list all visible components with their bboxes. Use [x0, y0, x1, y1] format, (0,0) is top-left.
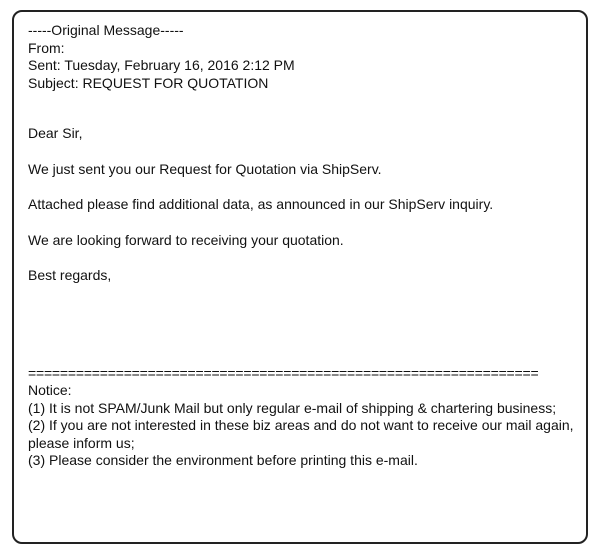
email-header: [28, 22, 580, 92]
email-message-panel: [12, 10, 588, 544]
notice-item: (1) It is not SPAM/Junk Mail but only regular e-mail of shipping & chartering business;: [28, 399, 557, 416]
notice-item: (2) If you are not interested in these biz areas and do not want to receive our mail again, please inform us;: [28, 417, 574, 451]
notice-item: (3) Please consider the environment before printing this e-mail.: [28, 452, 418, 468]
email-body: [28, 125, 580, 285]
body-paragraph: We are looking forward to receiving your quotation.: [28, 231, 344, 248]
signoff: Best regards,: [28, 267, 112, 283]
notice-title: Notice:: [28, 382, 72, 398]
from-field: From:: [28, 39, 65, 56]
body-paragraph: We just sent you our Request for Quotation via ShipServ.: [28, 160, 382, 177]
email-content: [28, 22, 580, 470]
separator-line: ================================================================: [28, 364, 539, 381]
original-message-marker: -----Original Message-----: [28, 22, 184, 38]
body-paragraph: Attached please find additional data, as announced in our ShipServ inquiry.: [28, 196, 494, 212]
subject-field: Subject: REQUEST FOR QUOTATION: [28, 74, 269, 91]
email-footer: [28, 365, 580, 470]
sent-field: Sent: Tuesday, February 16, 2016 2:12 PM: [28, 57, 295, 73]
greeting: Dear Sir,: [28, 125, 83, 141]
